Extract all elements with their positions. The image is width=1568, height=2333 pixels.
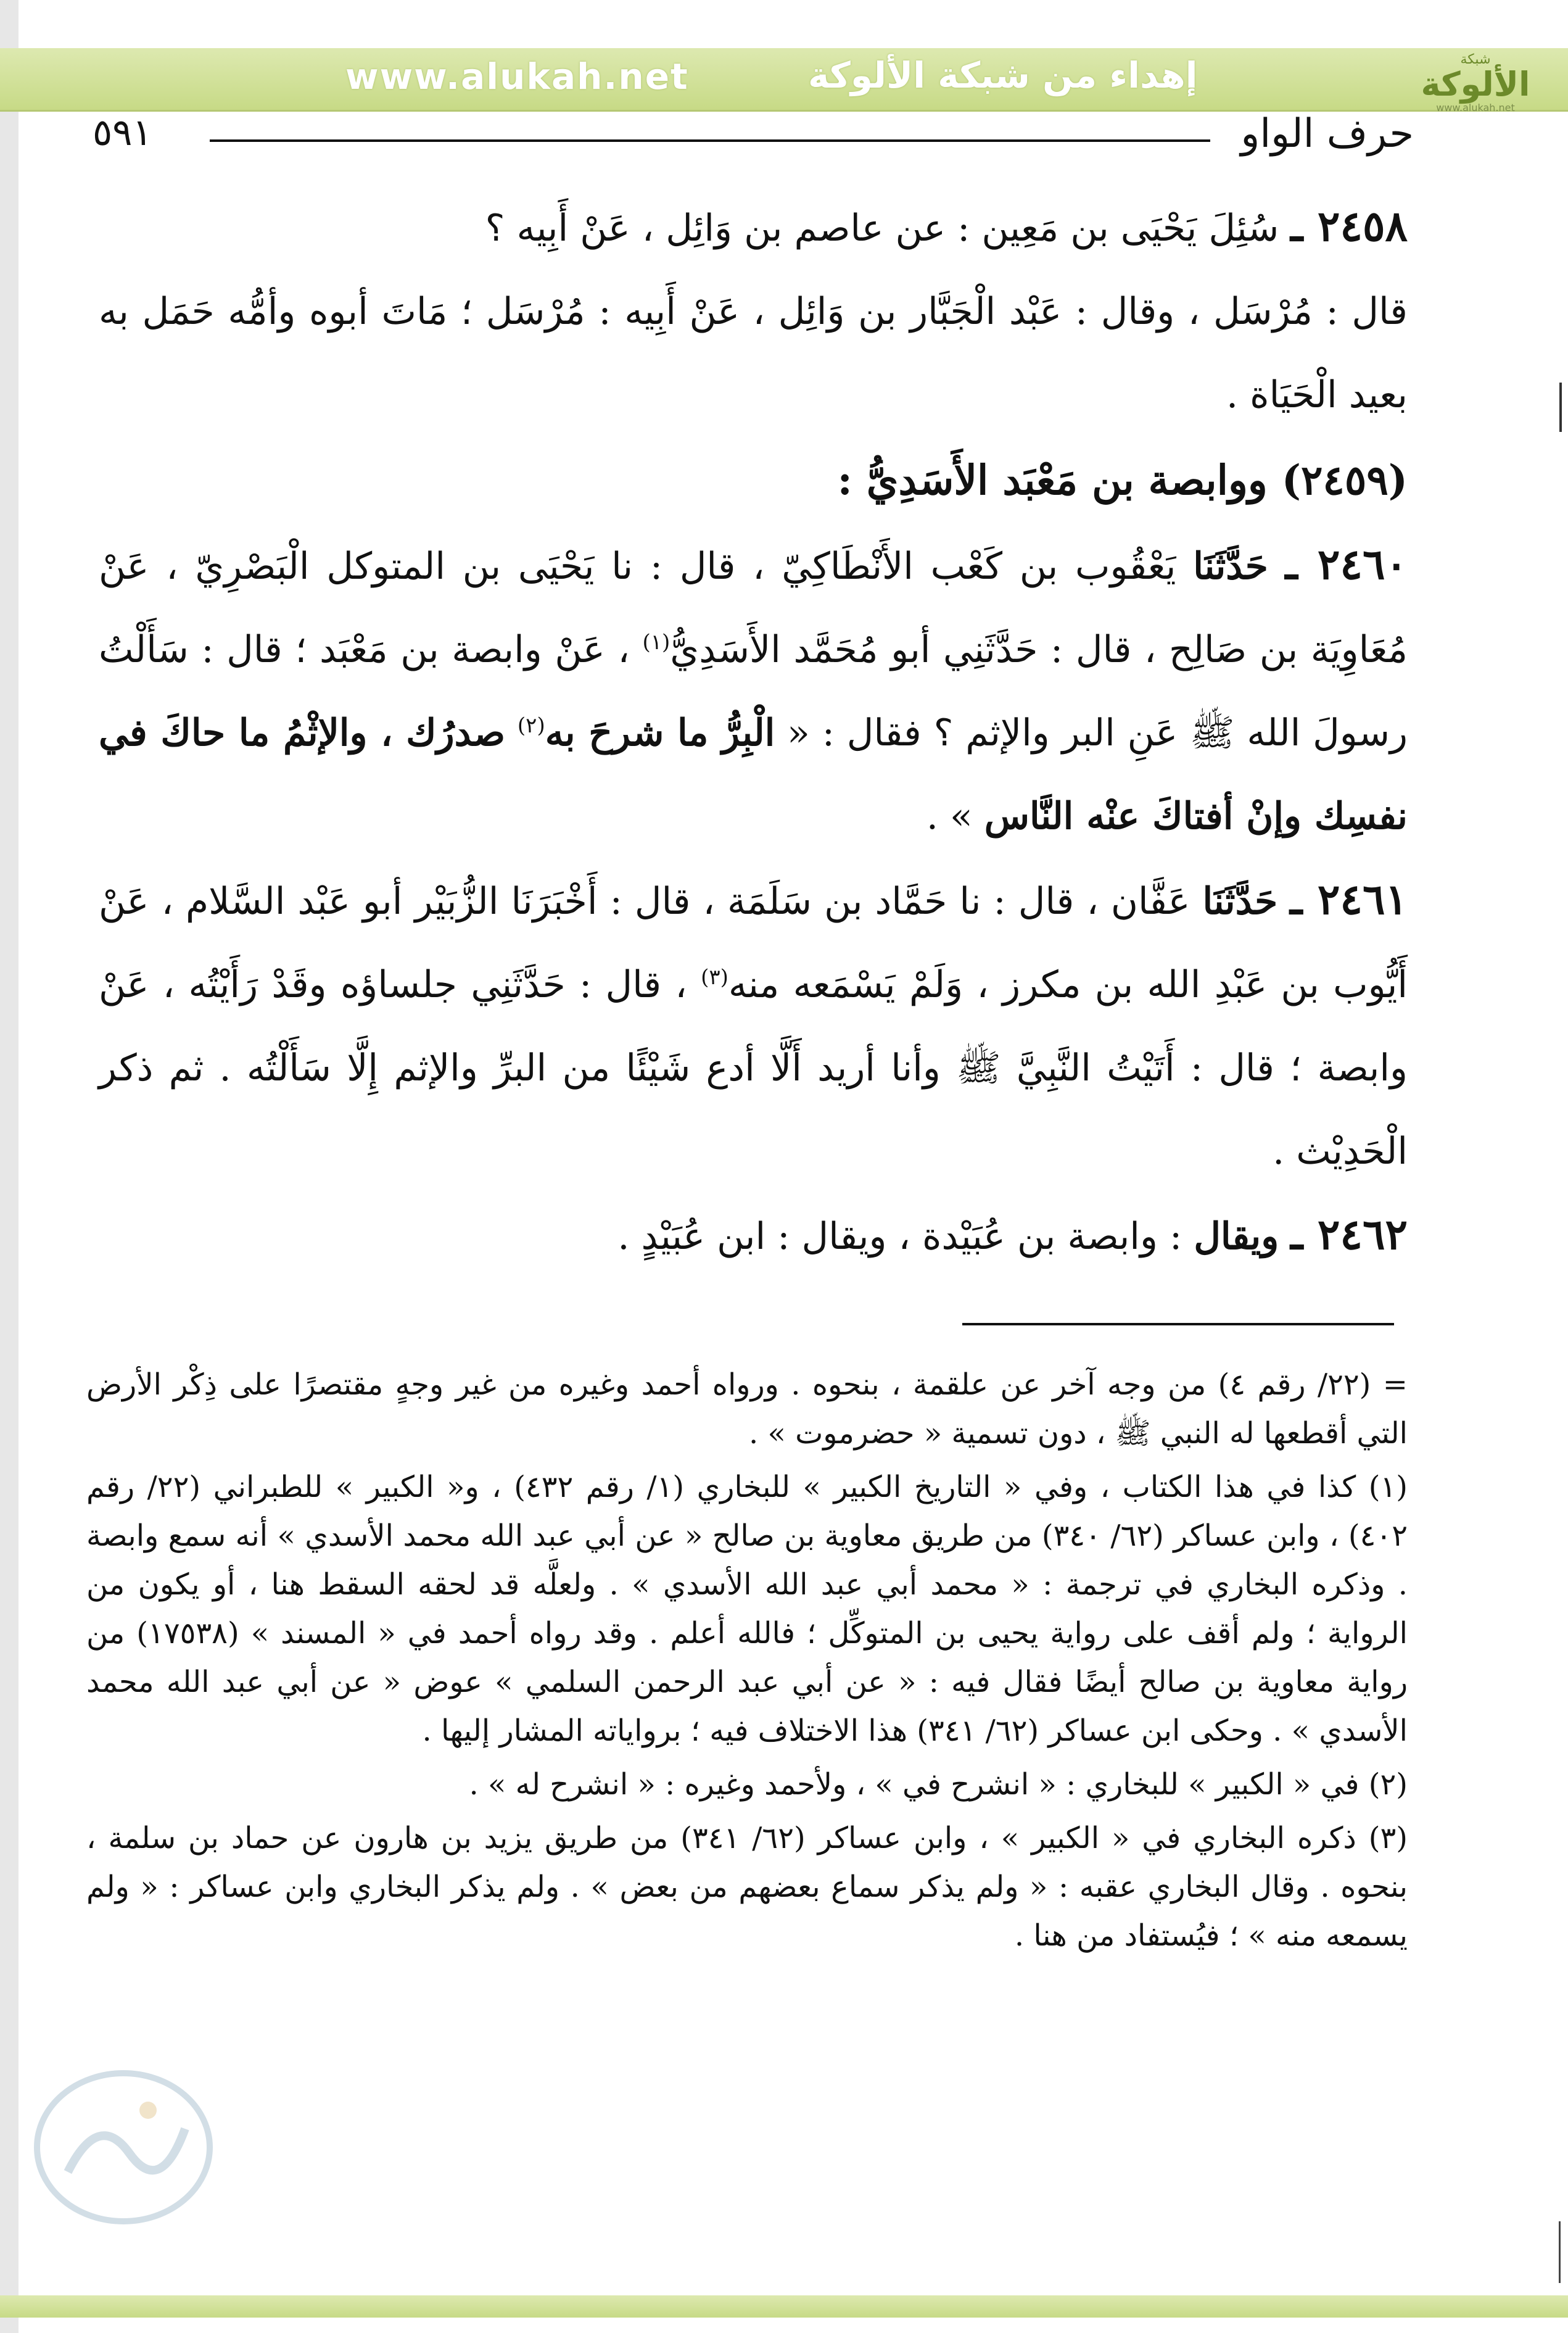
hadith-text: الْبِرُّ ما شرحَ به	[545, 711, 775, 755]
footnote-ref-1[interactable]: (١)	[642, 630, 671, 655]
entry-text: يَعْقُوب بن كَعْب الأَنْطَاكِيّ ، قال : نا يَحْيَى بن المتوكل الْبَصْرِيّ ، عَنْ مُعَاوِيَة بن صَالِح ، قال : حَدَّثَنِي أبو مُحَمَّد الأَسَدِيُّ	[99, 545, 1408, 671]
header-banner	[0, 48, 1568, 112]
entry-2458-title	[99, 185, 1408, 270]
entry-number: ٢٤٦١ ـ	[1290, 875, 1408, 924]
entry-2460	[99, 523, 1408, 858]
hadith-text: صدرُك ، والإثْمُ ما حاكَ في نفسِك وإنْ أفتاكَ عنْه النَّاس	[99, 711, 1408, 838]
entry-text: عَفَّان ، قال : نا حَمَّاد بن سَلَمَة ، قال : أَخْبَرَنَا الزُّبَيْر أبو عَبْد السَّلام ، عَنْ أَيُّوب بن عَبْدِ الله بن مكرز ، وَلَمْ يَسْمَعه منه	[99, 880, 1408, 1006]
entry-lead: حَدَّثَنَا	[1193, 545, 1268, 588]
margin-mark	[1559, 383, 1562, 432]
scan-edge	[0, 0, 19, 2333]
banner-gift-text: إهداء من شبكة الألوكة	[808, 54, 1198, 96]
entry-text: » .	[926, 795, 973, 838]
logo-small-text: شبكة	[1460, 52, 1491, 67]
logo-url: www.alukah.net	[1436, 102, 1515, 114]
header-rule	[210, 139, 1210, 142]
banner-url[interactable]: www.alukah.net	[345, 56, 689, 97]
entry-lead: ويقال	[1194, 1215, 1279, 1258]
footnote-2: (٢) في « الكبير » للبخاري : « انشرح في » ، ولأحمد وغيره : « انشرح له » .	[469, 1767, 1408, 1802]
footnote-rule	[962, 1323, 1394, 1325]
footnotes	[86, 1361, 1408, 1960]
entry-2462	[99, 1193, 1408, 1278]
footnote-1: (١) كذا في هذا الكتاب ، وفي « التاريخ الكبير » للبخاري (١/ رقم ٤٣٢) ، و« الكبير » للطبراني (٢٢/ رقم ٤٠٢) ، وابن عساكر (٦٢/ ٣٤٠) من طريق معاوية بن صالح « عن أبي عبد الله محمد الأسدي » أنه سمع وابصة . وذكره البخاري في ترجمة : « محمد أبي عبد الله الأسدي » . ولعلَّه قد لحقه السقط هنا ، أو يكون من الرواية ؛ ولم أقف على رواية يحيى بن المتوكِّل ؛ فالله أعلم . وقد رواه أحمد في « المسند » (١٧٥٣٨) من رواية معاوية بن صالح أيضًا فقال فيه : « عن أبي عبد الرحمن السلمي » عوض « عن أبي عبد الله محمد الأسدي » . وحكى ابن عساكر (٦٢/ ٣٤١) هذا الاختلاف فيه ؛ برواياته المشار إليها .	[86, 1470, 1408, 1748]
entry-text: : وابصة بن عُبَيْدة ، ويقال : ابن عُبَيْدٍ .	[617, 1215, 1182, 1258]
page-number: ٥٩١	[93, 111, 152, 154]
entry-number: ٢٤٦٠ ـ	[1285, 540, 1408, 589]
watermark-logo	[25, 2055, 222, 2240]
entry-number: ٢٤٦٢ ـ	[1290, 1210, 1408, 1259]
footnote-continuation: = (٢٢/ رقم ٤) من وجه آخر عن علقمة ، بنحوه . ورواه أحمد وغيره من غير وجهٍ مقتصرًا على ذِكْر الأرض التي أقطعها له النبي ﷺ ، دون تسمية « حضرموت » .	[86, 1367, 1408, 1451]
running-head	[93, 111, 1414, 167]
footnote-ref-2[interactable]: (٢)	[517, 713, 545, 738]
entry-text: سُئِلَ يَحْيَى بن مَعِين : عن عاصم بن وَائِل ، عَنْ أَبِيه ؟	[485, 207, 1279, 250]
chapter-title: حرف الواو	[1240, 111, 1414, 157]
entry-lead: حَدَّثَنَا	[1202, 880, 1278, 923]
entry-number: ٢٤٥٨ ـ	[1290, 202, 1408, 251]
footnote-3: (٣) ذكره البخاري في « الكبير » ، وابن عساكر (٦٢/ ٣٤١) من طريق يزيد بن هارون عن حماد بن سلمة ، بنحوه . وقال البخاري عقبه : « ولم يذكر سماع بعضهم من بعض » . ولم يذكر البخاري وابن عساكر : « ولم يسمعه منه » ؛ فيُستفاد من هنا .	[86, 1821, 1408, 1953]
alukah-logo	[1408, 52, 1543, 114]
entry-2458-body: قال : مُرْسَل ، وقال : عَبْد الْجَبَّار بن وَائِل ، عَنْ أَبِيه : مُرْسَل ؛ مَاتَ أبوه وأمُّه حَمَل به بعيد الْحَيَاة .	[99, 290, 1408, 416]
margin-mark	[1559, 2221, 1561, 2283]
footnote-ref-3[interactable]: (٣)	[701, 965, 728, 990]
entry-text: ، عَنْ وابصة بن مَعْبَد ؛ قال : سَأَلْتُ رسولَ الله ﷺ عَنِ البر والإثم ؟ فقال : «	[99, 628, 1408, 755]
logo-title: الألوكة	[1421, 65, 1530, 104]
entry-2461	[99, 858, 1408, 1193]
section-2459-heading: (٢٤٥٩) ووابصة بن مَعْبَد الأَسَدِيُّ :	[837, 456, 1408, 504]
footer-strip	[0, 2295, 1568, 2318]
entry-text: ، قال : حَدَّثَنِي جلساؤه وقَدْ رَأَيْتُه ، عَنْ وابصة ؛ قال : أَتَيْتُ النَّبِيَّ ﷺ وأنا أريد أَلَّا أدع شَيْئًا من البرِّ والإثم إِلَّا سَأَلْتُه . ثم ذكر الْحَدِيْث .	[99, 963, 1408, 1173]
main-text	[99, 185, 1408, 1278]
